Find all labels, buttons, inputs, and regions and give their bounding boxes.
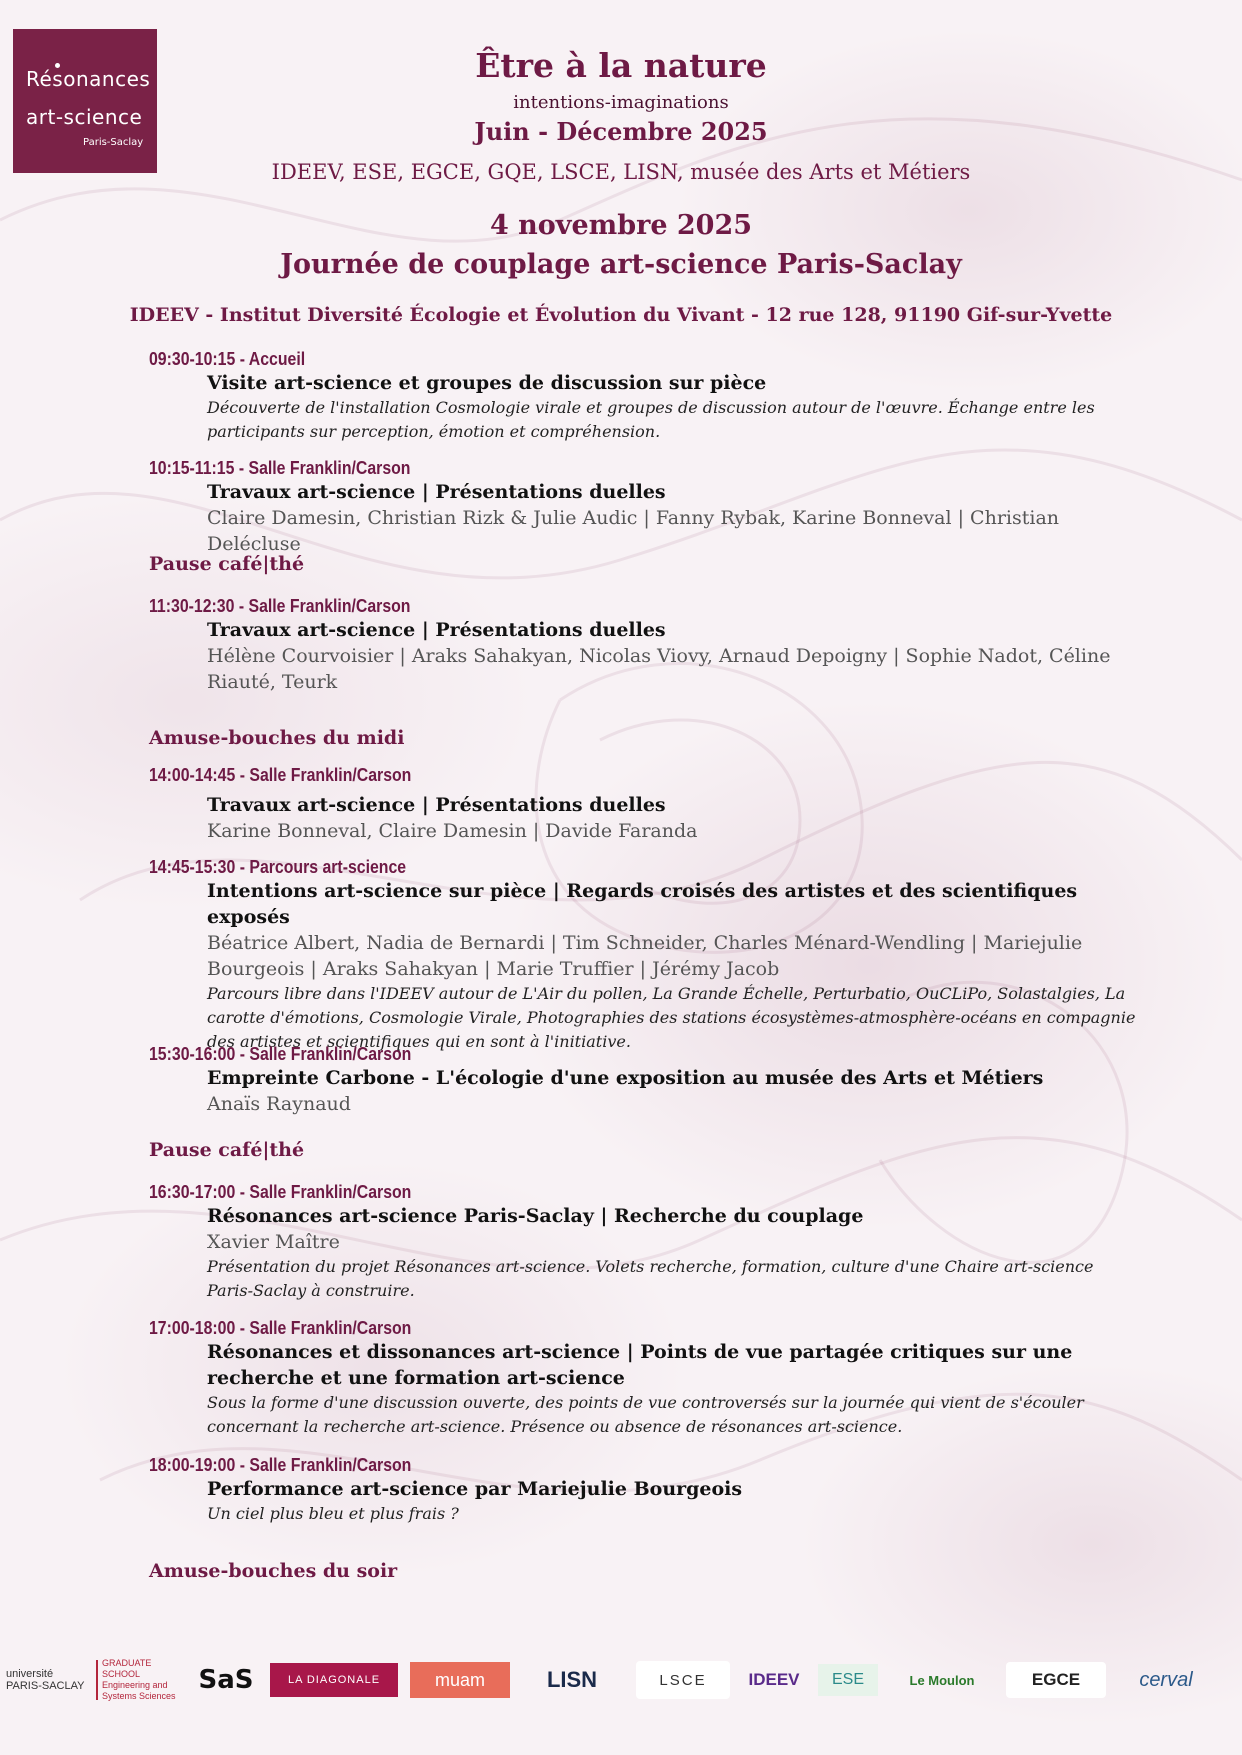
break-coffee-1: Pause café|thé [149,553,305,575]
program-item [149,765,1139,844]
item-title: Travaux art-science | Présentations duelles [207,481,666,503]
item-title: Visite art-science et groupes de discussion sur pièce [207,372,767,394]
item-people: Claire Damesin, Christian Rizk & Julie Audic | Fanny Rybak, Karine Bonneval | Christian Delécluse [207,507,1060,555]
page-subtitle: intentions-imaginations [513,92,729,113]
item-description: Un ciel plus bleu et plus frais ? [207,1504,459,1523]
la-diagonale-logo: LA DIAGONALE [270,1663,398,1697]
lisn-logo: LISN [546,1667,598,1692]
ese-logo: ESE [818,1664,878,1696]
logo-line2: art-science [26,105,143,129]
program-item [149,1455,1139,1526]
program-item [149,1318,1139,1439]
item-time: 14:00-14:45 - Salle Franklin/Carson [149,765,412,785]
muam-logo: muam [410,1662,510,1698]
le-moulon-logo: Le Moulon [909,1672,975,1688]
cerval-logo: cerval [1139,1668,1193,1691]
item-title: Intentions art-science sur pièce | Regards croisés des artistes et des scientifiques exposés [207,880,1078,928]
item-description: Parcours libre dans l'IDEEV autour de L'Air du pollen, La Grande Échelle, Perturbatio, OuCLiPo, Solastalgies, La carotte d'émotions, Cosmologie Virale, Photographies des stations écosystèmes-atmosphère-océans en compagnie des artistes et scientifiques qui en sont à l'initiative. [207,984,1136,1051]
item-time: 17:00-18:00 - Salle Franklin/Carson [149,1318,412,1338]
universite-paris-saclay-logo: université PARIS-SACLAY [6,1668,85,1692]
program-item [149,1044,1139,1117]
item-time: 15:30-16:00 - Salle Franklin/Carson [149,1044,412,1064]
logo-line3: Paris-Saclay [83,137,144,148]
item-people: Hélène Courvoisier | Araks Sahakyan, Nicolas Viovy, Arnaud Depoigny | Sophie Nadot, Céline Riauté, Teurk [207,645,1111,693]
item-time: 11:30-12:30 - Salle Franklin/Carson [149,596,411,616]
program-item [149,596,1139,695]
program-item [149,458,1139,557]
lsce-logo: LSCE [636,1661,730,1699]
item-title: Performance art-science par Mariejulie Bourgeois [207,1478,743,1500]
item-title: Empreinte Carbone - L'écologie d'une exposition au musée des Arts et Métiers [207,1067,1044,1089]
break-lunch: Amuse-bouches du midi [149,727,405,749]
break-coffee-2: Pause café|thé [149,1139,305,1161]
logo-line1: Résonances [26,67,151,91]
item-title: Travaux art-science | Présentations duelles [207,619,666,641]
program-item [149,1182,1139,1303]
item-people: Xavier Maître [207,1231,340,1253]
item-people: Anaïs Raynaud [207,1093,351,1115]
graduate-school-logo: GRADUATE SCHOOL Engineering and Systems Sciences [96,1660,188,1700]
item-title: Travaux art-science | Présentations duelles [207,794,666,816]
program-item [149,349,1139,444]
item-people: Karine Bonneval, Claire Damesin | Davide Faranda [207,820,698,842]
venue: IDEEV - Institut Diversité Écologie et Évolution du Vivant - 12 rue 128, 91190 Gif-sur-Yvette [129,304,1113,326]
egce-logo: EGCE [1006,1662,1106,1698]
item-time: 16:30-17:00 - Salle Franklin/Carson [149,1182,412,1202]
partner-logos [0,1660,1242,1720]
program-item [149,857,1139,1054]
item-title: Résonances art-science Paris-Saclay | Recherche du couplage [207,1205,864,1227]
item-time: 09:30-10:15 - Accueil [149,349,306,369]
sas-logo: SaS [198,1665,254,1695]
item-description: Présentation du projet Résonances art-science. Volets recherche, formation, culture d'une Chaire art-science Paris-Saclay à construire. [207,1257,1094,1300]
item-time: 14:45-15:30 - Parcours art-science [149,857,407,877]
partner-labs: IDEEV, ESE, EGCE, GQE, LSCE, LISN, musée des Arts et Métiers [271,160,971,184]
item-description: Sous la forme d'une discussion ouverte, des points de vue controversés sur la journée qui vient de s'écouler concernant la recherche art-science. Présence ou absence de résonances art-science. [207,1393,1084,1436]
item-description: Découverte de l'installation Cosmologie virale et groupes de discussion autour de l'œuvre. Échange entre les participants sur perception, émotion et compréhension. [207,398,1095,441]
ideev-logo: IDEEV [748,1670,800,1689]
item-people: Béatrice Albert, Nadia de Bernardi | Tim Schneider, Charles Ménard-Wendling | Mariejulie Bourgeois | Araks Sahakyan | Marie Truffier | Jérémy Jacob [207,932,1083,980]
season-dates: Juin - Décembre 2025 [474,117,768,146]
item-time: 10:15-11:15 - Salle Franklin/Carson [149,458,411,478]
event-title: Journée de couplage art-science Paris-Saclay [280,249,962,280]
event-date: 4 novembre 2025 [489,210,753,241]
page-title: Être à la nature [475,46,767,85]
item-time: 18:00-19:00 - Salle Franklin/Carson [149,1455,412,1475]
break-evening: Amuse-bouches du soir [149,1560,398,1582]
item-title: Résonances et dissonances art-science | Points de vue partagée critiques sur une recherche et une formation art-science [207,1341,1073,1389]
